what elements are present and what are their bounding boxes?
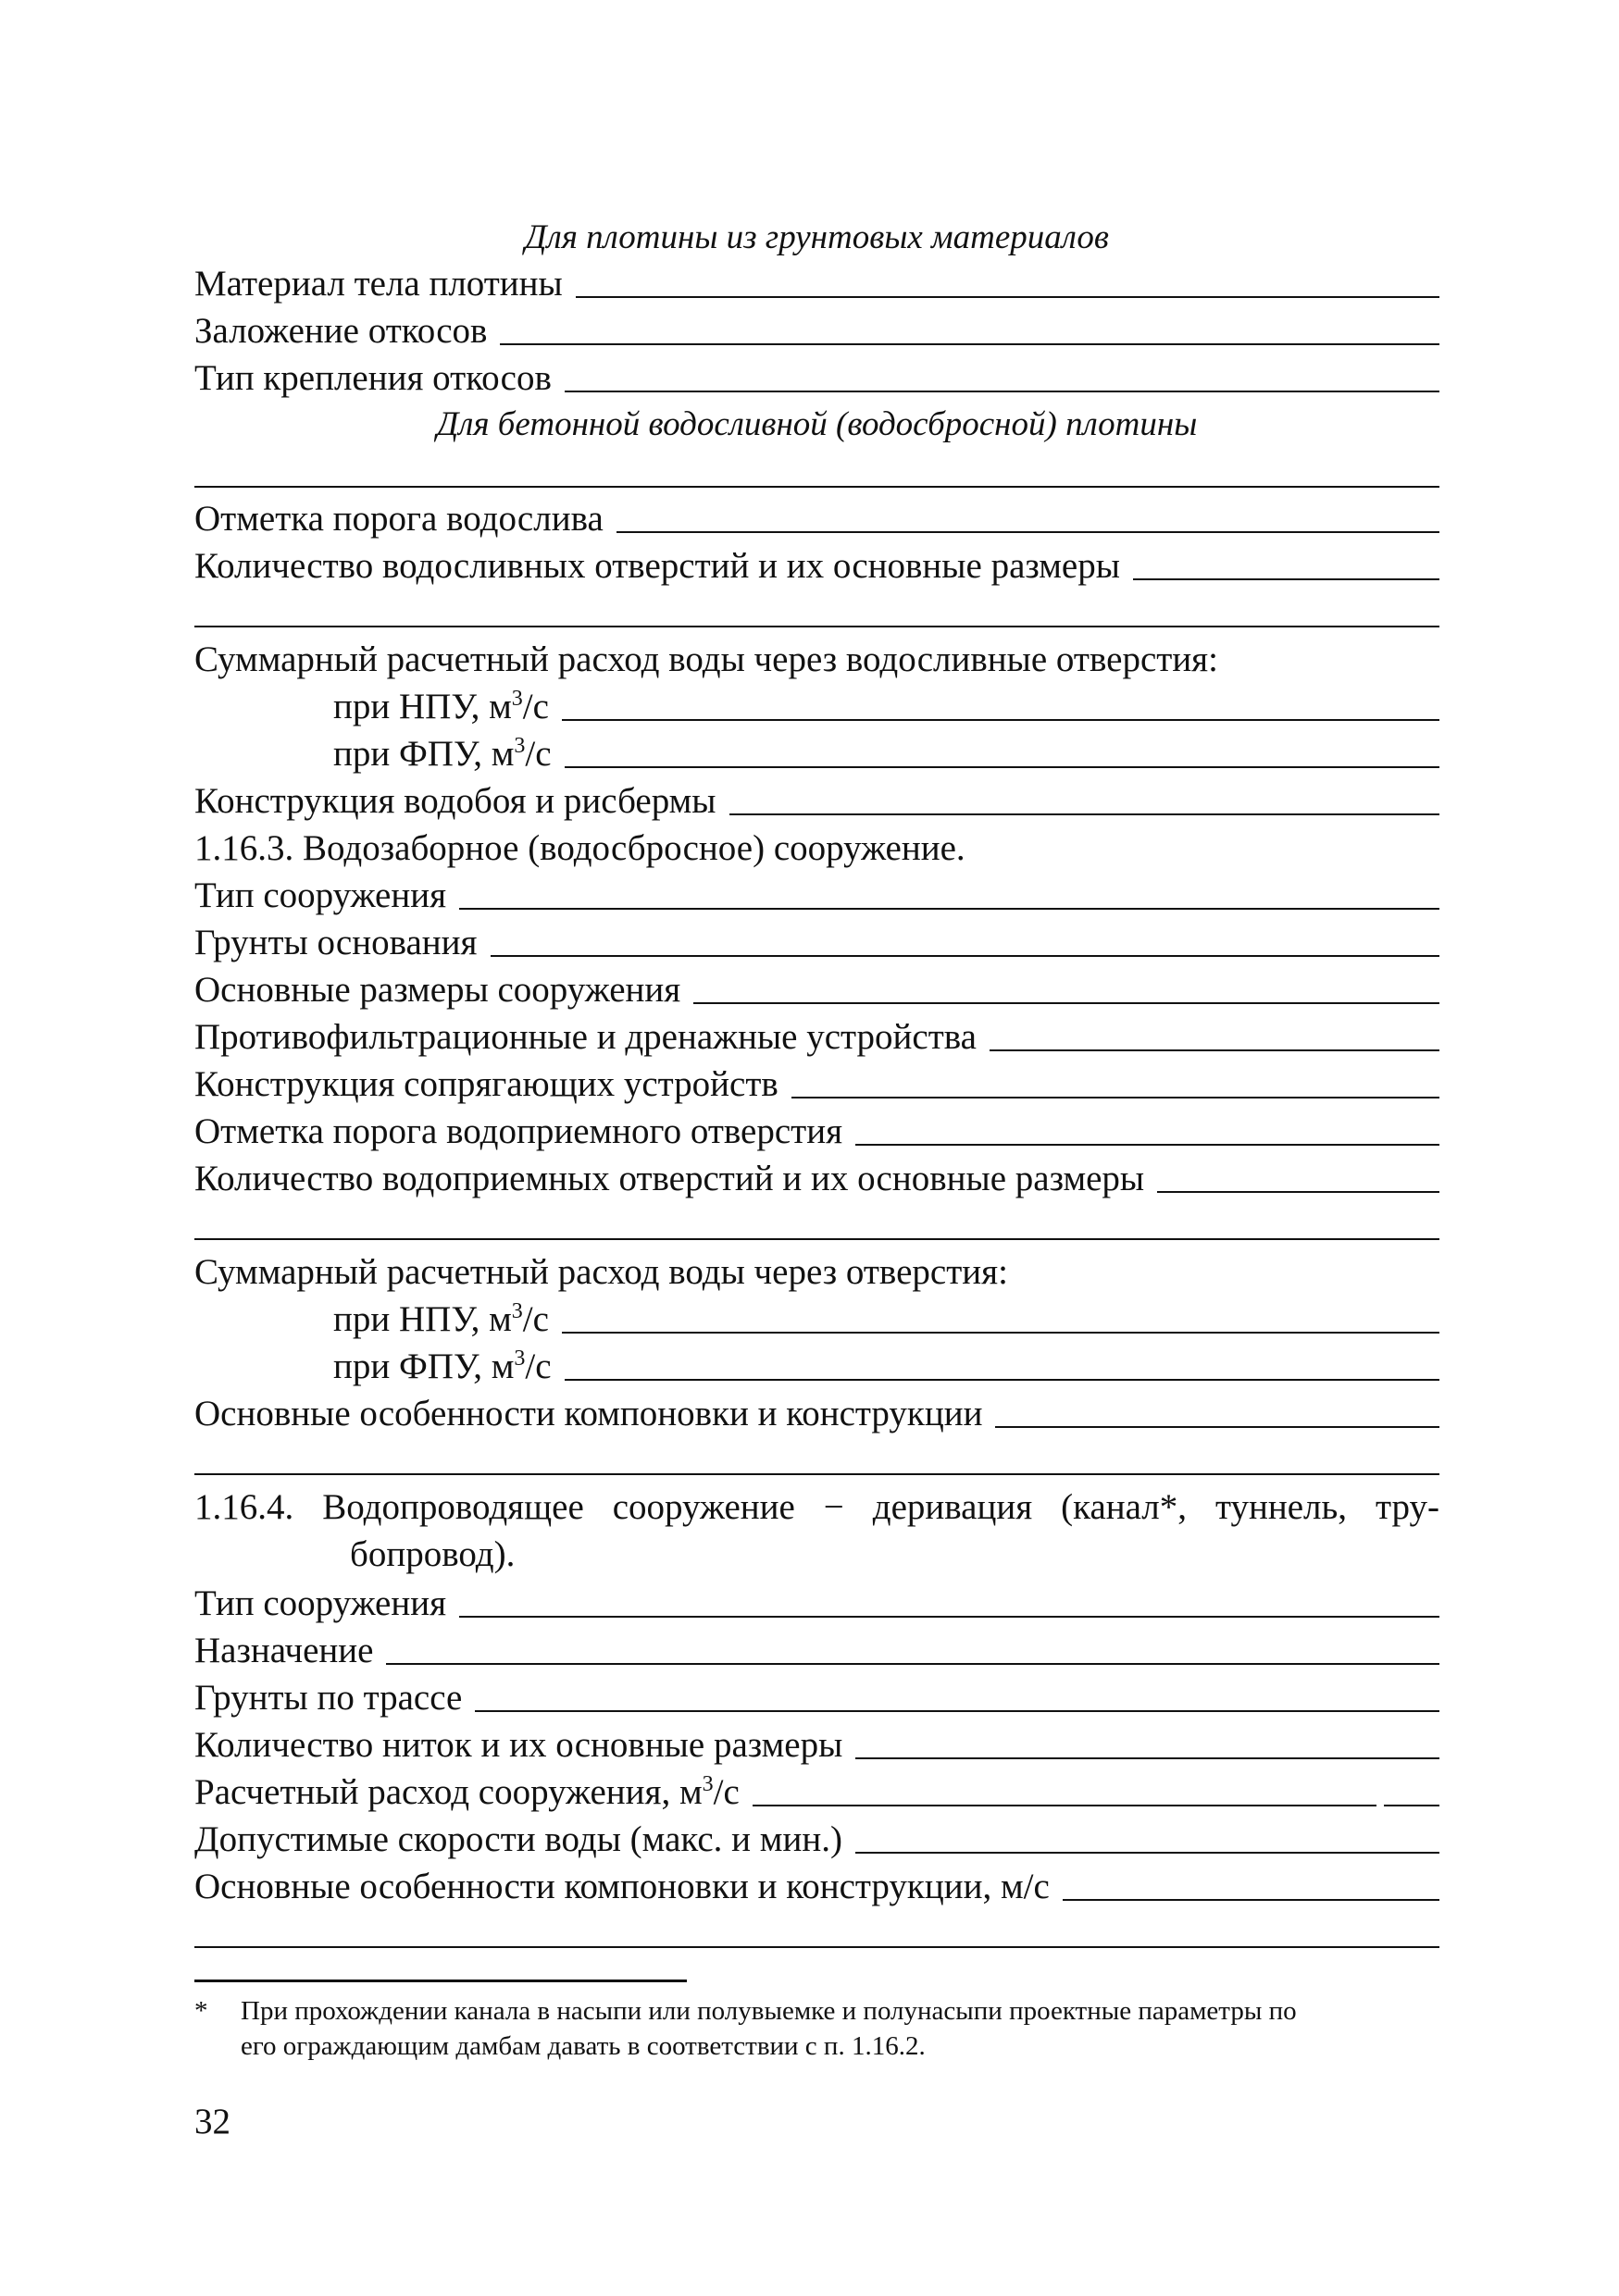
intake-type-row bbox=[194, 873, 1439, 919]
conduit-layout-row bbox=[194, 1864, 1439, 1910]
seepage-drainage-field[interactable] bbox=[990, 1049, 1439, 1051]
spillway-fpu-field[interactable] bbox=[565, 766, 1439, 768]
conduit-layout-field[interactable] bbox=[1063, 1899, 1439, 1901]
lines-count-row bbox=[194, 1722, 1439, 1769]
dam-body-material-row bbox=[194, 261, 1439, 307]
intake-openings-field[interactable] bbox=[1157, 1191, 1439, 1193]
intake-layout-field[interactable] bbox=[995, 1426, 1439, 1428]
conduit-purpose-row bbox=[194, 1628, 1439, 1674]
velocities-row bbox=[194, 1817, 1439, 1863]
intake-type-field[interactable] bbox=[459, 908, 1439, 910]
slope-ratio-label: Заложение откосов bbox=[194, 311, 488, 351]
sill-elevation-field[interactable] bbox=[855, 1144, 1439, 1146]
sill-elevation-row bbox=[194, 1109, 1439, 1155]
intake-type-label: Тип сооружения bbox=[194, 875, 447, 915]
conduit-purpose-label: Назначение bbox=[194, 1631, 374, 1670]
route-soils-label: Грунты по трассе bbox=[194, 1678, 463, 1718]
foundation-soils-row bbox=[194, 920, 1439, 966]
transition-structures-row bbox=[194, 1061, 1439, 1108]
transition-structures-field[interactable] bbox=[791, 1097, 1439, 1098]
intake-dimensions-row bbox=[194, 967, 1439, 1013]
intake-npu-field[interactable] bbox=[562, 1332, 1439, 1334]
intake-layout-label: Основные особенности компоновки и конструкции bbox=[194, 1394, 983, 1433]
conduit-type-row bbox=[194, 1581, 1439, 1627]
foundation-soils-field[interactable] bbox=[491, 955, 1440, 957]
velocities-field[interactable] bbox=[855, 1852, 1439, 1854]
dam-body-material-field[interactable] bbox=[576, 296, 1439, 298]
crest-elevation-field[interactable] bbox=[616, 531, 1439, 533]
conduit-layout-blank-line[interactable] bbox=[194, 1946, 1439, 1948]
spillway-npu-field[interactable] bbox=[562, 719, 1439, 721]
conduit-title-line1: 1.16.4. Водопроводящее сооружение − деривация (канал*, туннель, тру- bbox=[194, 1487, 1439, 1527]
footnote-line1 bbox=[194, 1993, 1439, 2029]
intake-dimensions-field[interactable] bbox=[693, 1002, 1439, 1004]
design-flow-field[interactable] bbox=[753, 1805, 1376, 1806]
concrete-dam-blank-line[interactable] bbox=[194, 486, 1439, 488]
spillway-fpu-label: при ФПУ, $м^3/с$ bbox=[333, 734, 552, 774]
intake-npu-label: при НПУ, $м^3/с$ bbox=[333, 1299, 549, 1339]
concrete-dam-heading: Для бетонной водосливной (водосбросной) плотины bbox=[436, 405, 1198, 443]
spillway-discharge-row bbox=[194, 637, 1439, 683]
conduit-type-label: Тип сооружения bbox=[194, 1583, 447, 1623]
intake-fpu-row bbox=[333, 1344, 1439, 1390]
lines-count-label: Количество ниток и их основные размеры bbox=[194, 1725, 843, 1765]
intake-discharge-label: Суммарный расчетный расход воды через отверстия: bbox=[194, 1252, 1008, 1292]
intake-discharge-row bbox=[194, 1249, 1439, 1296]
intake-layout-row bbox=[194, 1391, 1439, 1437]
conduit-layout-label: Основные особенности компоновки и конструкции, м/с bbox=[194, 1867, 1050, 1906]
sill-elevation-label: Отметка порога водоприемного отверстия bbox=[194, 1111, 843, 1151]
footnote-text-1: При прохождении канала в насыпи или полувыемке и полунасыпи проектные параметры по bbox=[241, 1996, 1297, 2026]
intake-npu-row bbox=[333, 1297, 1439, 1343]
velocities-label: Допустимые скорости воды (макс. и мин.) bbox=[194, 1819, 842, 1859]
slope-ratio-field[interactable] bbox=[500, 343, 1439, 345]
spillway-openings-row bbox=[194, 543, 1439, 590]
intake-openings-blank-line[interactable] bbox=[194, 1238, 1439, 1240]
stilling-basin-label: Конструкция водобоя и рисбермы bbox=[194, 781, 716, 821]
stilling-basin-field[interactable] bbox=[729, 813, 1439, 815]
design-flow-field-extra[interactable] bbox=[1384, 1805, 1439, 1806]
crest-elevation-label: Отметка порога водослива bbox=[194, 499, 604, 539]
intake-layout-blank-line[interactable] bbox=[194, 1473, 1439, 1475]
intake-openings-label: Количество водоприемных отверстий и их основные размеры bbox=[194, 1159, 1145, 1198]
slope-protection-row bbox=[194, 355, 1439, 402]
intake-title-row bbox=[194, 825, 1439, 872]
spillway-openings-blank-line[interactable] bbox=[194, 626, 1439, 627]
route-soils-field[interactable] bbox=[475, 1710, 1439, 1712]
earth-dam-heading: Для плотины из грунтовых материалов bbox=[525, 218, 1109, 256]
intake-openings-row bbox=[194, 1156, 1439, 1202]
conduit-title-line2: бопровод). bbox=[350, 1534, 516, 1574]
crest-elevation-row bbox=[194, 496, 1439, 542]
lines-count-field[interactable] bbox=[855, 1757, 1439, 1759]
design-flow-row bbox=[194, 1769, 1439, 1816]
page-number: 32 bbox=[194, 2102, 230, 2141]
footnote-separator bbox=[194, 1980, 687, 1982]
stilling-basin-row bbox=[194, 778, 1439, 825]
dam-body-material-label: Материал тела плотины bbox=[194, 264, 563, 304]
slope-ratio-row bbox=[194, 308, 1439, 354]
intake-fpu-field[interactable] bbox=[565, 1379, 1439, 1381]
transition-structures-label: Конструкция сопрягающих устройств bbox=[194, 1064, 778, 1104]
spillway-npu-row bbox=[333, 684, 1439, 730]
spillway-discharge-label: Суммарный расчетный расход воды через водосливные отверстия: bbox=[194, 639, 1218, 679]
foundation-soils-label: Грунты основания bbox=[194, 923, 478, 962]
intake-dimensions-label: Основные размеры сооружения bbox=[194, 970, 681, 1010]
design-flow-label: Расчетный расход сооружения, $м^3/с$ bbox=[194, 1772, 740, 1812]
seepage-drainage-row bbox=[194, 1014, 1439, 1061]
seepage-drainage-label: Противофильтрационные и дренажные устройства bbox=[194, 1017, 977, 1057]
intake-section-title: 1.16.3. Водозаборное (водосбросное) сооружение. bbox=[194, 828, 965, 868]
conduit-type-field[interactable] bbox=[459, 1616, 1439, 1618]
slope-protection-label: Тип крепления откосов bbox=[194, 358, 552, 398]
spillway-openings-field[interactable] bbox=[1133, 578, 1439, 580]
footnote-line2: его ограждающим дамбам давать в соответствии с п. 1.16.2. bbox=[241, 2031, 926, 2061]
slope-protection-field[interactable] bbox=[565, 391, 1439, 392]
spillway-fpu-row bbox=[333, 731, 1439, 777]
conduit-purpose-field[interactable] bbox=[386, 1663, 1439, 1665]
intake-fpu-label: при ФПУ, $м^3/с$ bbox=[333, 1347, 552, 1386]
route-soils-row bbox=[194, 1675, 1439, 1721]
footnote-marker: * bbox=[194, 1996, 208, 2026]
spillway-openings-label: Количество водосливных отверстий и их основные размеры bbox=[194, 546, 1120, 586]
spillway-npu-label: при НПУ, $м^3/с$ bbox=[333, 687, 549, 726]
